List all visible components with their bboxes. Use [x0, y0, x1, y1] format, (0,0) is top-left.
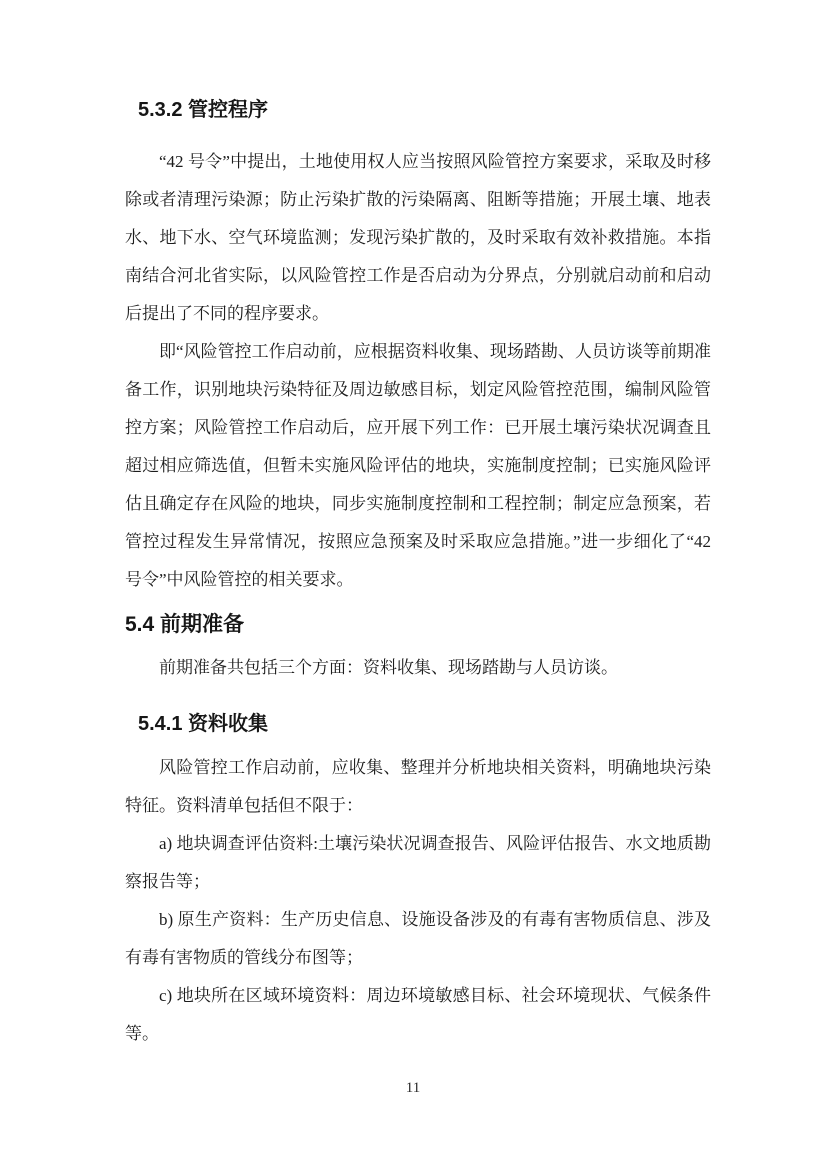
list-item-c-regional-environment-data: c) 地块所在区域环境资料：周边环境敏感目标、社会环境现状、气候条件等。 [125, 986, 711, 1043]
paragraph-control-procedure-1: “42 号令”中提出，土地使用权人应当按照风险管控方案要求，采取及时移除或者清理污染源；防止污染扩散的污染隔离、阻断等措施；开展土壤、地表水、地下水、空气环境监测；发现污染扩散的，及时采取有效补救措施。本指南结合河北省实际，以风险管控工作是否启动为分界点，分别就启动前和启动后提出了不同的程序要求。 [125, 152, 711, 323]
paragraph-control-procedure-2: 即“风险管控工作启动前，应根据资料收集、现场踏勘、人员访谈等前期准备工作，识别地块污染特征及周边敏感目标，划定风险管控范围，编制风险管控方案；风险管控工作启动后，应开展下列工作：已开展土壤污染状况调查且超过相应筛选值，但暂未实施风险评估的地块，实施制度控制；已实施风险评估且确定存在风险的地块，同步实施制度控制和工程控制；制定应急预案，若管控过程发生异常情况，按照应急预案及时采取应急措施。”进一步细化了“42 号令”中风险管控的相关要求。 [125, 342, 711, 589]
heading-5-4-preliminary-preparation: 5.4 前期准备 [125, 613, 245, 636]
list-item-a-survey-assessment-data: a) 地块调查评估资料:土壤污染状况调查报告、风险评估报告、水文地质勘察报告等； [125, 834, 711, 891]
page-number: 11 [405, 1080, 421, 1096]
document-content [125, 97, 711, 1053]
paragraph-data-collection-intro: 风险管控工作启动前，应收集、整理并分析地块相关资料，明确地块污染特征。资料清单包括但不限于： [125, 758, 711, 815]
heading-5-3-2-control-procedure: 5.3.2 管控程序 [138, 99, 269, 121]
list-item-b-original-production-data: b) 原生产资料：生产历史信息、设施设备涉及的有毒有害物质信息、涉及有毒有害物质的管线分布图等； [125, 910, 711, 967]
heading-5-4-1-data-collection: 5.4.1 资料收集 [138, 713, 269, 735]
paragraph-preparation-intro: 前期准备共包括三个方面：资料收集、现场踏勘与人员访谈。 [159, 658, 618, 677]
